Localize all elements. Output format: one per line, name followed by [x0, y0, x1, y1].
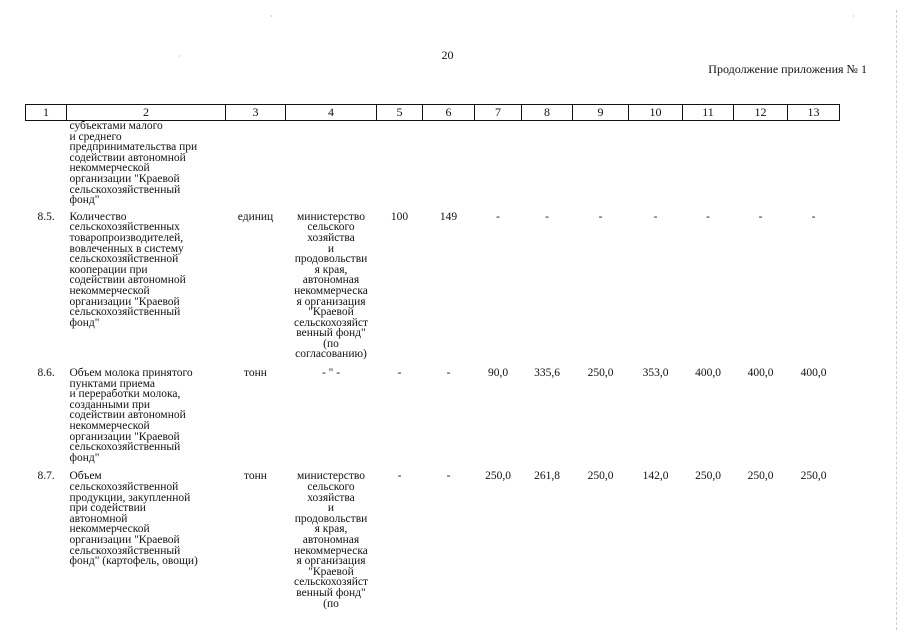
column-header: 3 [226, 105, 286, 121]
column-header: 10 [629, 105, 683, 121]
value-cell: 400,0 [695, 367, 721, 380]
value-cell: 261,8 [534, 470, 560, 483]
page-number: 20 [441, 48, 454, 62]
scan-edge [896, 10, 897, 630]
row-number: 8.7. [37, 470, 55, 483]
column-number-row [26, 105, 840, 121]
value-cell: 142,0 [642, 470, 669, 483]
row-number: 8.5. [37, 210, 55, 223]
value-cell: 353,0 [642, 367, 669, 380]
unit-cell: единиц [237, 210, 274, 223]
column-header: 1 [26, 105, 67, 121]
value-cell: 250,0 [485, 470, 511, 483]
table-row [26, 212, 840, 368]
table-row [26, 471, 840, 617]
continued-row [26, 121, 840, 212]
value-cell: - [397, 470, 402, 483]
executor-cell: министерство сельского хозяйства и продовольстви я края, автономная некоммерческа я организация "Краевой сельскохозяйст венный фонд" (по согласованию) [293, 210, 369, 361]
value-cell: - [598, 210, 603, 223]
unit-cell: тонн [244, 470, 267, 483]
value-cell: - [811, 210, 816, 223]
indicator-name: Объем молока принятого пунктами приема и переработки молока, созданными при содействии автономной некоммерческой организации "Краевой сельскохозяйственный фонд" [69, 367, 193, 464]
executor-cell: министерство сельского хозяйства и продовольстви я края, автономная некоммерческа я организация "Краевой сельскохозяйст венный фонд" (по [293, 470, 369, 610]
indicator-name: Количество сельскохозяйственных товаропроизводителей, вовлеченных в систему сельскохозяйственной кооперации при содействии автономной некоммерческой организации "Краевой сельскохозяйственный фонд" [69, 210, 186, 329]
column-header: 7 [475, 105, 522, 121]
column-header: 12 [734, 105, 788, 121]
value-cell: 149 [439, 210, 458, 223]
value-cell: - [496, 210, 500, 223]
column-header: 2 [67, 105, 226, 121]
indicator-name: Объем сельскохозяйственной продукции, закупленной при содействии автономной некоммерческой организации "Краевой сельскохозяйственный фонд" (картофель, овощи) [69, 470, 198, 568]
continued-indicator-text: субъектами малого и среднего предпринимательства при содействии автономной некоммерческой организации "Краевой сельскохозяйственный фонд" [69, 120, 198, 207]
scan-speck: · [852, 12, 855, 21]
value-cell: - [758, 210, 763, 223]
value-cell: 250,0 [695, 470, 721, 483]
scan-speck: · [178, 52, 181, 61]
value-cell: - [397, 367, 402, 380]
value-cell: 400,0 [747, 367, 774, 380]
table-row [26, 368, 840, 471]
row-number: 8.6. [37, 367, 55, 380]
value-cell: 100 [390, 210, 409, 223]
value-cell: - [706, 210, 710, 223]
value-cell: 250,0 [587, 367, 614, 380]
value-cell: 90,0 [487, 367, 509, 380]
scan-speck: · [270, 12, 273, 21]
column-header: 8 [522, 105, 573, 121]
column-header: 9 [573, 105, 629, 121]
column-header: 4 [286, 105, 377, 121]
column-header: 5 [377, 105, 423, 121]
column-header: 13 [788, 105, 840, 121]
value-cell: - [446, 367, 451, 380]
value-cell: - [446, 470, 451, 483]
column-header: 6 [423, 105, 475, 121]
executor-cell: - " - [321, 367, 341, 380]
value-cell: 335,6 [534, 367, 560, 380]
column-header: 11 [683, 105, 734, 121]
unit-cell: тонн [244, 367, 267, 380]
appendix-table [25, 104, 840, 617]
continuation-title: Продолжение приложения № 1 [708, 62, 867, 76]
value-cell: 400,0 [800, 367, 827, 380]
value-cell: 250,0 [747, 470, 774, 483]
value-cell: - [545, 210, 549, 223]
value-cell: - [653, 210, 658, 223]
value-cell: 250,0 [800, 470, 827, 483]
value-cell: 250,0 [587, 470, 614, 483]
